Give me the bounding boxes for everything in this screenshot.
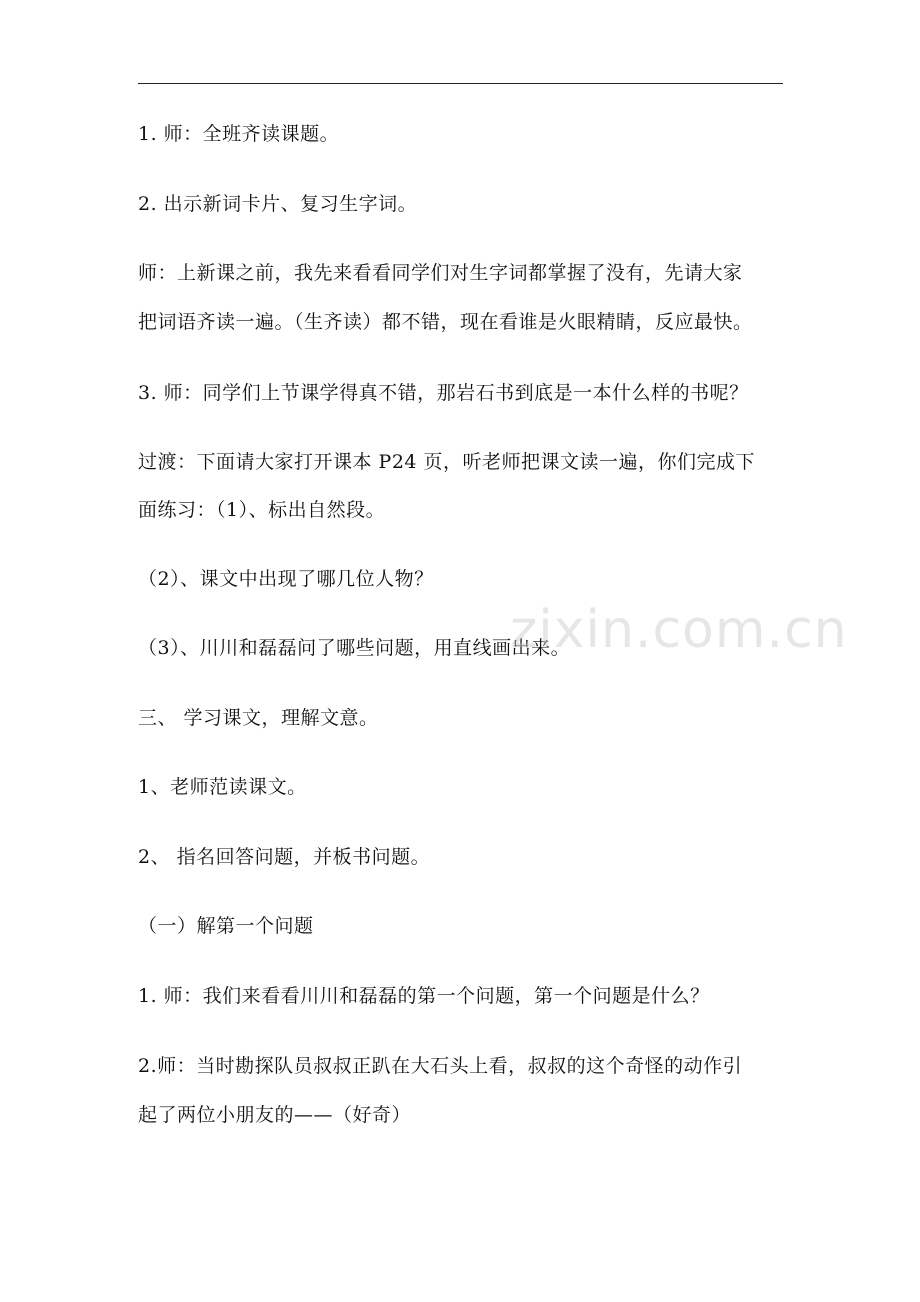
text-line: 师：上新课之前，我先来看看同学们对生字词都掌握了没有，先请大家 <box>138 262 743 284</box>
text-line: 2、 指名回答问题，并板书问题。 <box>138 846 431 868</box>
text-line: 面练习：（1）、标出自然段。 <box>138 499 386 521</box>
text-line: 1. 师：全班齐读课题。 <box>138 123 340 145</box>
subsection-heading: （一）解第一个问题 <box>138 915 314 937</box>
text-line: 1. 师：我们来看看川川和磊磊的第一个问题，第一个问题是什么？ <box>138 985 710 1007</box>
header-rule <box>138 83 783 84</box>
text-line: 2.师：当时勘探队员叔叔正趴在大石头上看，叔叔的这个奇怪的动作引 <box>138 1055 743 1077</box>
text-line: 1、老师范读课文。 <box>138 776 307 798</box>
text-line: 过渡：下面请大家打开课本 P24 页，听老师把课文读一遍，你们完成下 <box>138 451 756 473</box>
watermark: zixin.com.cn <box>510 600 848 660</box>
text-line: 起了两位小朋友的——（好奇） <box>138 1104 412 1126</box>
text-line: 把词语齐读一遍。（生齐读）都不错，现在看谁是火眼精睛，反应最快。 <box>138 311 753 333</box>
text-line: （3）、川川和磊磊问了哪些问题，用直线画出来。 <box>138 637 571 659</box>
text-line: （2）、课文中出现了哪几位人物？ <box>138 568 434 590</box>
text-line: 3. 师：同学们上节课学得真不错，那岩石书到底是一本什么样的书呢？ <box>138 382 749 404</box>
section-heading: 三、 学习课文，理解文意。 <box>138 707 379 729</box>
text-line: 2. 出示新词卡片、复习生字词。 <box>138 193 418 215</box>
